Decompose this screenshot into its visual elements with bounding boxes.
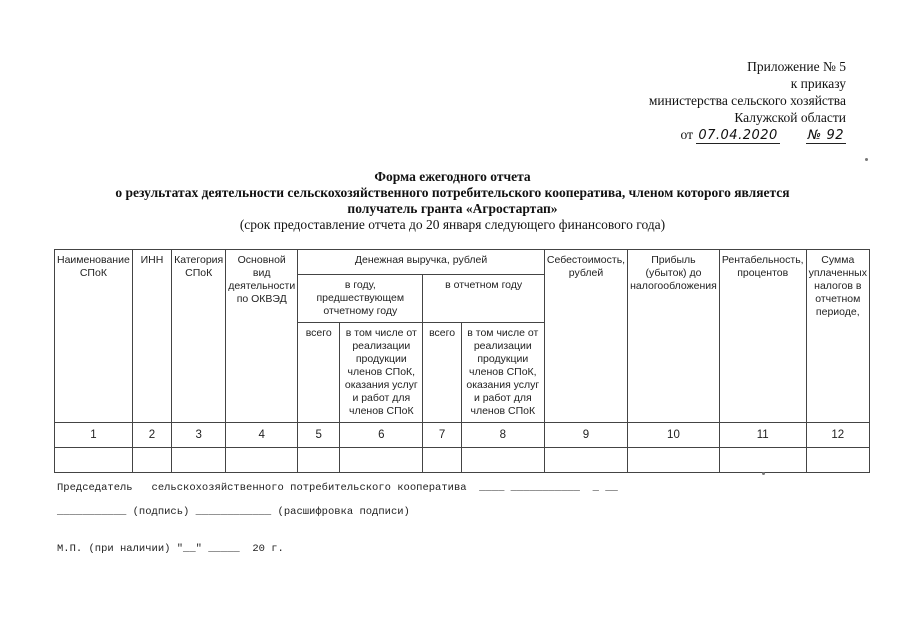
header-curr-incl: в том числе от реализации продукции членов СПоК, оказания услуг и работ для членов СПоК <box>461 323 544 423</box>
signature-decoding-line: ___________ (подпись) ____________ (расшифровка подписи) <box>57 506 410 518</box>
signature-chairman-line: Председатель сельскохозяйственного потребительского кооператива ____ ___________ _ __ <box>57 482 618 494</box>
header-activity: Основной вид деятельности по ОКВЭД <box>226 250 298 423</box>
header-prev-year: в году, предшествующем отчетному году <box>298 275 423 323</box>
scan-speck <box>762 472 765 475</box>
data-cell[interactable] <box>226 448 298 473</box>
annex-date-handwritten: 07.04.2020 <box>698 128 778 143</box>
column-number: 9 <box>544 423 627 448</box>
data-cell[interactable] <box>172 448 226 473</box>
header-taxes: Сумма уплаченных налогов в отчетном периоде, <box>806 250 869 423</box>
column-number: 4 <box>226 423 298 448</box>
form-deadline-note: (срок предоставление отчета до 20 января следующего финансового года) <box>239 217 666 232</box>
column-number: 12 <box>806 423 869 448</box>
data-cell[interactable] <box>55 448 133 473</box>
stamp-date-line: М.П. (при наличии) "__" _____ 20 г. <box>57 543 284 555</box>
form-title-line1: Форма ежегодного отчета <box>374 169 531 184</box>
column-number: 11 <box>719 423 806 448</box>
data-cell[interactable] <box>544 448 627 473</box>
annex-order: к приказу <box>790 76 846 91</box>
header-prev-incl: в том числе от реализации продукции членов СПоК, оказания услуг и работ для членов СПоК <box>340 323 423 423</box>
header-cost: Себестоимость, рублей <box>544 250 627 423</box>
report-table <box>54 249 870 473</box>
header-profitability: Рентабельность, процентов <box>719 250 806 423</box>
annex-number-handwritten: № 92 <box>807 128 844 143</box>
header-revenue: Денежная выручка, рублей <box>298 250 545 275</box>
header-prev-total: всего <box>298 323 340 423</box>
form-title <box>0 169 905 233</box>
data-cell[interactable] <box>298 448 340 473</box>
form-title-line2: о результатах деятельности сельскохозяйственного потребительского кооператива, членом которого является <box>115 185 790 200</box>
header-name: Наименование СПоК <box>55 250 133 423</box>
column-number: 2 <box>132 423 171 448</box>
data-cell[interactable] <box>628 448 720 473</box>
header-profit: Прибыль (убыток) до налогообложения <box>628 250 720 423</box>
annex-block <box>649 58 846 144</box>
annex-date-prefix: от <box>680 127 693 142</box>
column-number-row <box>55 423 870 448</box>
annex-date-line <box>649 126 846 144</box>
header-category: Категория СПоК <box>172 250 226 423</box>
column-number: 3 <box>172 423 226 448</box>
scan-speck <box>865 158 868 161</box>
data-cell[interactable] <box>423 448 461 473</box>
column-number: 5 <box>298 423 340 448</box>
header-curr-year: в отчетном году <box>423 275 545 323</box>
header-inn: ИНН <box>132 250 171 423</box>
column-number: 10 <box>628 423 720 448</box>
data-cell[interactable] <box>806 448 869 473</box>
data-cell[interactable] <box>340 448 423 473</box>
column-number: 8 <box>461 423 544 448</box>
column-number: 7 <box>423 423 461 448</box>
column-number: 6 <box>340 423 423 448</box>
annex-title: Приложение № 5 <box>747 59 846 74</box>
form-title-line3: получатель гранта «Агростартап» <box>347 201 558 216</box>
column-number: 1 <box>55 423 133 448</box>
data-cell[interactable] <box>132 448 171 473</box>
data-row-empty <box>55 448 870 473</box>
annex-ministry: министерства сельского хозяйства <box>648 93 846 108</box>
annex-region: Калужской области <box>734 110 846 125</box>
header-curr-total: всего <box>423 323 461 423</box>
data-cell[interactable] <box>461 448 544 473</box>
data-cell[interactable] <box>719 448 806 473</box>
